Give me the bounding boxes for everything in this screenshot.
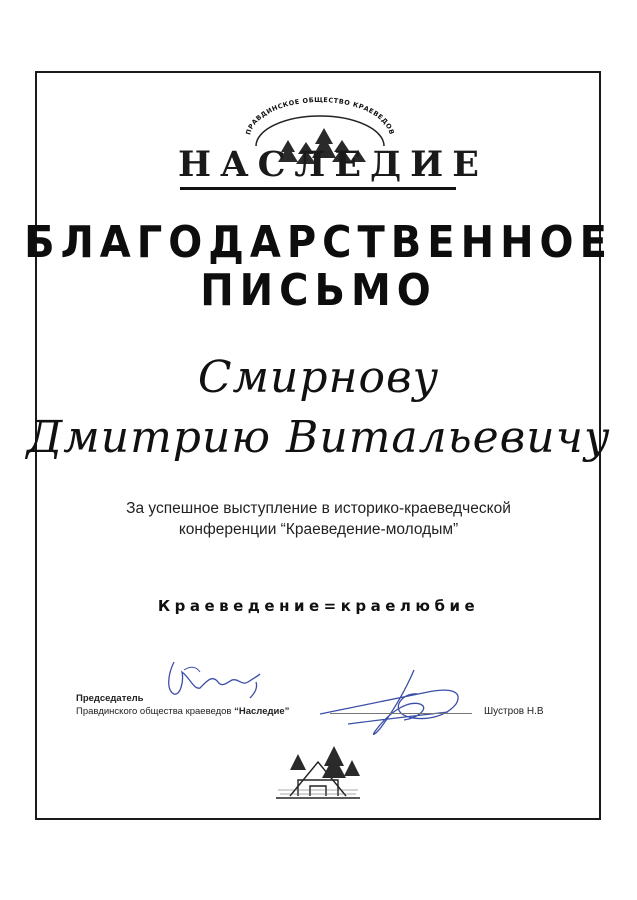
recipient-given-names: Дмитрию Витальевичу [26, 412, 611, 463]
signer-name: Шустров Н.В [484, 706, 544, 717]
chairman-signature [160, 652, 270, 708]
chairman-org-name: “Наследие” [234, 706, 290, 717]
motto: Краеведение=краелюбие [157, 597, 480, 615]
logo-underline [180, 187, 456, 190]
signature-line [330, 713, 472, 714]
logo-name: НАСЛЕДИЕ [178, 144, 488, 185]
footer-house-trees-icon [268, 740, 368, 802]
society-logo [178, 96, 488, 196]
document-title-line1: БЛАГОДАРСТВЕННОЕ [24, 218, 613, 268]
recipient-surname: Смирнову [197, 352, 440, 403]
award-reason [0, 498, 637, 540]
award-reason-line2: конференции “Краеведение-молодым” [178, 521, 459, 538]
document-title-line2: ПИСЬМО [200, 266, 437, 316]
award-reason-line1: За успешное выступление в историко-краеведческой [126, 500, 511, 517]
chairman-org-prefix: Правдинского общества краеведов [76, 706, 235, 717]
signer-signature [318, 664, 470, 744]
logo-arc-text: ПРАВДИНСКОЕ ОБЩЕСТВО КРАЕВЕДОВ [244, 96, 396, 136]
chairman-label: Председатель [76, 693, 144, 704]
chairman-organization [76, 706, 289, 717]
